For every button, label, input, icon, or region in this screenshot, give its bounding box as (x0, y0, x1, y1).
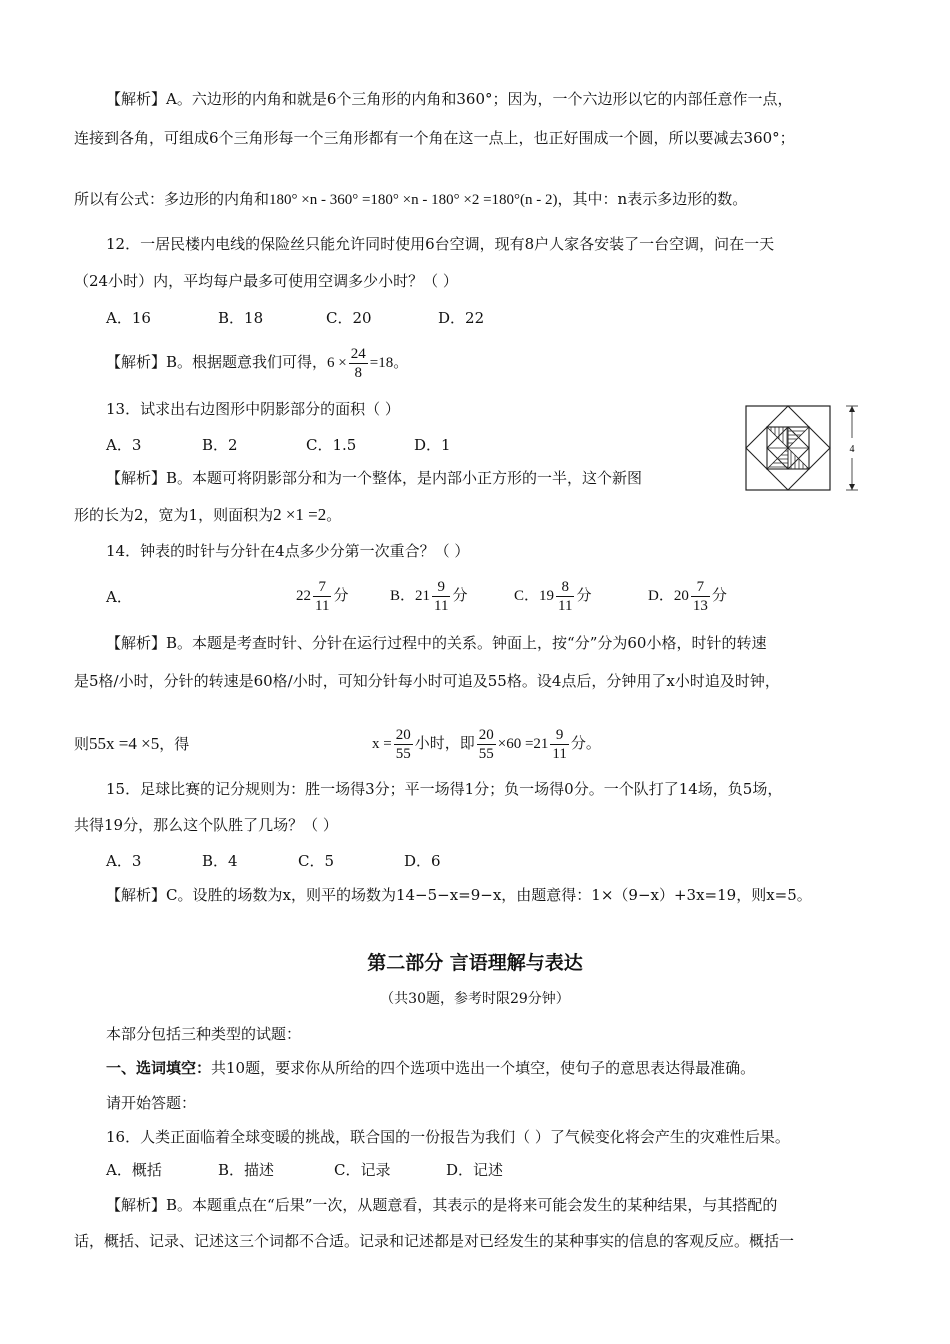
formula-note: ，其中：n表示多边形的数。 (557, 190, 748, 208)
hours-text: 小时，即 (414, 736, 475, 752)
q12-option-a: A．16 (106, 309, 151, 327)
question-14: 14．钟表的时针与分针在4点多少分第一次重合？（ ） (106, 542, 470, 560)
part1-text: 共10题，要求你从所给的四个选项中选出一个填空，使句子的意思表达得最准确。 (211, 1059, 756, 1077)
fraction-num: 20 (478, 727, 494, 744)
option-label: D． (648, 588, 674, 604)
fraction-num: 9 (432, 578, 450, 597)
fraction-num: 24 (350, 345, 366, 362)
shaded-square-figure (742, 402, 866, 494)
q14-option-a (296, 574, 348, 618)
fraction-20-55-b (477, 726, 496, 763)
analysis-13-line1: 【解析】B。本题可将阴影部分和为一个整体，是内部小正方形的一半，这个新图 (106, 469, 643, 487)
analysis-11-line2: 连接到各角，可组成6个三角形每一个三角形都有一个角在这一点上，也正好围成一个圆，所以要减去360°； (74, 129, 795, 147)
x-equals: x = (372, 736, 392, 752)
unit-label: 分 (576, 588, 592, 604)
q13-option-a: A．3 (106, 436, 142, 454)
analysis-14-text2: ，得 (159, 735, 190, 753)
fraction-9-11 (550, 726, 568, 763)
analysis-15: 【解析】C。设胜的场数为x，则平的场数为14−5−x=9−x，由题意得：1×（9−x）+3x=19，则x=5。 (106, 886, 812, 904)
mixed-whole: 20 (673, 588, 689, 604)
q14-option-c (514, 574, 591, 618)
q15-option-b: B．4 (202, 852, 238, 870)
analysis-12-math: 6 × (327, 355, 347, 371)
analysis-14-line3-left (74, 733, 189, 755)
q13-option-c: C．1.5 (306, 436, 357, 454)
analysis-13-line2 (74, 504, 341, 526)
part1-heading: 一、选词填空： (106, 1059, 212, 1077)
analysis-11-line3 (74, 188, 747, 211)
analysis-12 (106, 340, 408, 385)
fraction-num: 7 (313, 578, 331, 597)
q15-option-a: A．3 (106, 852, 142, 870)
question-15-line2: 共得19分，那么这个队胜了几场？（ ） (74, 816, 338, 834)
q16-option-d: D．记述 (446, 1161, 504, 1179)
section-intro: 本部分包括三种类型的试题： (106, 1025, 302, 1043)
q14-option-a-label: A． (106, 588, 132, 606)
fraction-num: 20 (395, 727, 411, 744)
section-subtitle: （共30题，参考时限29分钟） (380, 991, 570, 1007)
q13-option-b: B．2 (202, 436, 238, 454)
analysis-12-text: 【解析】B。根据题意我们可得， (106, 353, 328, 371)
analysis-12-result: =18 (369, 355, 394, 371)
question-12-line1: 12．一居民楼内电线的保险丝只能允许同时使用6台空调，现有8户人家各安装了一台空调，问在一天 (106, 235, 775, 253)
analysis-13-text: 形的长为2，宽为1，则面积为 (74, 506, 274, 524)
mixed-fraction (691, 578, 710, 615)
analysis-11-line1: 【解析】A。六边形的内角和就是6个三角形的内角和360°；因为，一个六边形以它的内部任意作一点， (106, 90, 793, 108)
q16-option-b: B．描述 (218, 1161, 275, 1179)
analysis-14-line2: 是5格/小时，分针的转速是60格/小时，可知分针每小时可追及55格。设4点后，分钟用了x小时追及时钟， (74, 672, 780, 690)
equation: 55x =4 ×5 (89, 734, 160, 753)
analysis-16-line1: 【解析】B。本题重点在“后果”一次，从题意看，其表示的是将来可能会发生的某种结果，与其搭配的 (106, 1196, 778, 1214)
q12-option-c: C．20 (326, 309, 372, 327)
analysis-13-math: 2 ×1 =2 (273, 505, 327, 524)
times-60: ×60 =21 (497, 736, 549, 752)
analysis-16-line2: 话，概括、记录、记述这三个词都不合适。记录和记述都是对已经发生的某种事实的信息的客观反应。概括一 (74, 1232, 795, 1250)
section-title: 第二部分 言语理解与表达 (367, 952, 583, 974)
unit-label: 分 (711, 588, 727, 604)
fraction-20-55 (394, 726, 413, 763)
fraction-den: 55 (395, 746, 411, 763)
analysis-14-line3-right (372, 722, 601, 766)
fraction-den: 11 (315, 598, 330, 615)
mixed-whole: 19 (539, 588, 555, 604)
unit-label: 分 (333, 588, 349, 604)
fraction-den: 13 (692, 598, 708, 615)
fraction-den: 11 (552, 746, 567, 763)
start-prompt: 请开始答题： (106, 1094, 197, 1112)
q12-option-b: B．18 (218, 309, 264, 327)
q12-option-d: D．22 (438, 309, 485, 327)
part1-description (106, 1057, 755, 1079)
unit-label: 分 (452, 588, 468, 604)
mixed-fraction (556, 578, 574, 615)
fraction-den: 8 (354, 364, 362, 381)
analysis-13-end: 。 (326, 506, 342, 524)
q13-option-d: D．1 (414, 436, 451, 454)
formula-intro: 所以有公式：多边形的内角和 (74, 190, 270, 208)
q14-option-b (390, 574, 467, 618)
q14-option-d (648, 574, 727, 618)
fraction-num: 8 (556, 578, 574, 597)
q15-option-d: D．6 (404, 852, 441, 870)
figure-dimension-label: 4 (849, 444, 855, 455)
analysis-14-line1: 【解析】B。本题是考查时针、分针在运行过程中的关系。钟面上，按“分”分为60小格，时针的转速 (106, 634, 767, 652)
analysis-12-end: 。 (393, 353, 409, 371)
question-15-line1: 15．足球比赛的记分规则为：胜一场得3分；平一场得1分；负一场得0分。一个队打了14场，负5场， (106, 780, 783, 798)
minutes-text: 分。 (570, 736, 601, 752)
question-13: 13．试求出右边图形中阴影部分的面积（ ） (106, 400, 400, 418)
option-label: C． (514, 588, 540, 604)
mixed-whole: 21 (415, 588, 431, 604)
angle-formula: 180° ×n - 360° =180° ×n - 180° ×2 =180°(n - 2) (269, 192, 558, 208)
fraction-24-8 (349, 345, 368, 382)
fraction-den: 55 (478, 746, 494, 763)
question-16: 16．人类正面临着全球变暖的挑战，联合国的一份报告为我们（ ）了气候变化将会产生的灾难性后果。 (106, 1128, 790, 1146)
question-12-line2: （24小时）内，平均每户最多可使用空调多少小时？（ ） (74, 272, 458, 290)
analysis-14-text: 则 (74, 735, 90, 753)
fraction-den: 11 (558, 598, 573, 615)
option-label: B． (390, 588, 416, 604)
mixed-fraction (313, 578, 331, 615)
q15-option-c: C．5 (298, 852, 335, 870)
mixed-fraction (432, 578, 450, 615)
q16-option-a: A．概括 (106, 1161, 162, 1179)
fraction-den: 11 (434, 598, 449, 615)
q16-option-c: C．记录 (334, 1161, 391, 1179)
fraction-num: 7 (691, 578, 710, 597)
mixed-whole: 22 (296, 588, 311, 604)
fraction-num: 9 (550, 726, 568, 745)
